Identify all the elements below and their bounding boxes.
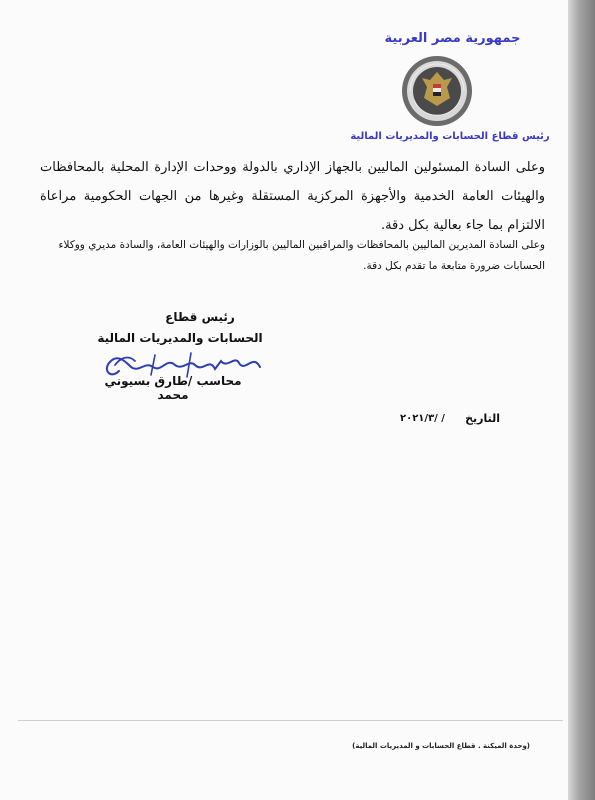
signatory-name: محاسب /طارق بسيوني محمد: [104, 374, 242, 402]
footer-note: (وحدة الميكنة . قطاع الحسابات و المديريات المالية): [352, 742, 530, 750]
ministry-seal-icon: [400, 54, 474, 128]
date-row: [400, 412, 500, 430]
office-heading: رئيس قطاع الحسابات والمديريات المالية: [350, 131, 550, 142]
republic-heading: جمهورية مصر العربية: [384, 31, 521, 46]
footer-divider: [18, 720, 563, 721]
body-paragraph-2: وعلى السادة المديرين الماليين بالمحافظات والمراقبين الماليين بالوزارات والهيئات العامة، والسادة مديري ووكلاء الحسابات ضرورة متابعة ما تقدم بكل دقة.: [58, 239, 545, 272]
date-value: ٢٠٢١/٣/ /: [400, 413, 445, 424]
scan-edge-strip: [568, 0, 595, 800]
signatory-title-line-2: الحسابات والمديريات المالية: [97, 331, 263, 345]
body-paragraph-1: وعلى السادة المسئولين الماليين بالجهاز الإداري بالدولة ووحدات الإدارة المحلية بالمحافظات والهيئات العامة الخدمية والأجهزة المركزية المستقلة وغيرها من الجهات الحكومية مراعاة الالتزام بما جاء بعالية بكل دقة.: [40, 160, 545, 233]
signatory-title-line-1: رئيس قطاع: [165, 310, 235, 324]
date-label: التاريخ: [465, 412, 500, 425]
